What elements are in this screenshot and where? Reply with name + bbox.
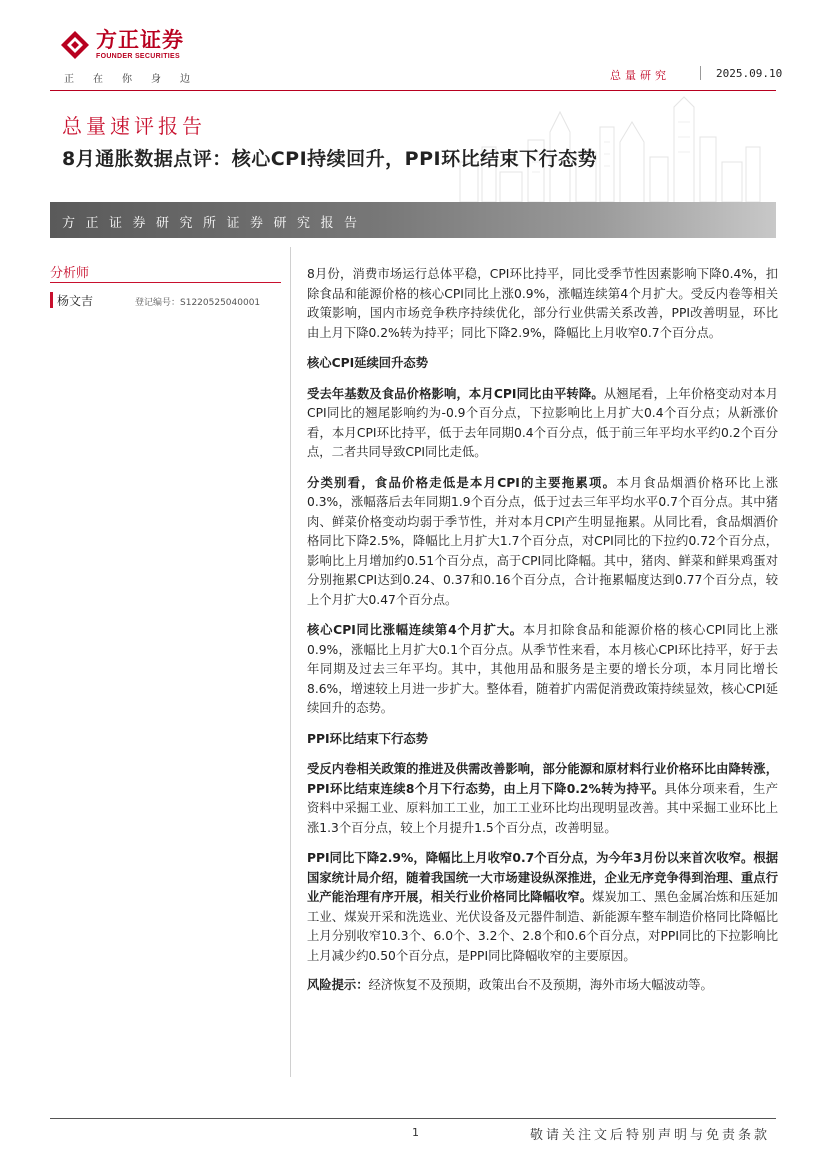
header-separator	[700, 66, 701, 80]
paragraph-food-prices	[307, 474, 778, 611]
paragraph-lead: 核心CPI同比涨幅连续第4个月扩大。	[307, 623, 523, 637]
paragraph-text: 煤炭加工、黑色金属冶炼和压延加工业、煤炭开采和洗选业、光伏设备及元器件制造、新能源车整车制造价格同比降幅比上月分别收窄10.3个、6.0个、3.2个、2.8个和0.6个百分点，对PPI同比的下拉影响比上月减少约0.50个百分点，是PPI同比降幅收窄的主要原因。	[307, 890, 778, 963]
footer-rule	[50, 1118, 776, 1119]
logo-chinese-name: 方正证券	[96, 28, 184, 52]
banner-text: 方正证券研究所证券研究报告	[62, 216, 368, 231]
risk-label: 风险提示：	[307, 978, 369, 992]
institute-banner	[50, 202, 776, 238]
paragraph-text: 本月扣除食品和能源价格的核心CPI同比上涨0.9%，涨幅比上月扩大0.1个百分点。从季节性来看，本月核心CPI环比持平，好于去年同期及过去三年平均。其中，其他用品和服务是主要的增长分项，本月同比增长8.6%，增速较上月进一步扩大。整体看，随着扩内需促消费政策持续显效，核心CPI延续回升的态势。	[307, 623, 778, 715]
logo-english-name: FOUNDER SECURITIES	[96, 53, 180, 60]
paragraph-lead: 受去年基数及食品价格影响，本月CPI同比由平转降。	[307, 386, 604, 401]
report-type-heading: 总量速评报告	[62, 114, 206, 138]
founder-securities-logo	[60, 28, 184, 76]
paragraph-text: 从翘尾看，上年价格变动对本月CPI同比的翘尾影响约为-0.9个百分点，下拉影响比上月扩大0.4个百分点；从新涨价看，本月CPI环比持平，低于去年同期0.4个百分点，低于前三年平均水平约0.2个百分点，二者共同导致CPI同比走低。	[307, 386, 778, 459]
intro-paragraph: 8月份，消费市场运行总体平稳，CPI环比持平，同比受季节性因素影响下降0.4%，扣除食品和能源价格的核心CPI同比上涨0.9%，涨幅连续第4个月扩大。受反内卷等相关政策影响，国内市场竞争秩序持续优化，部分行业供需关系改善，PPI改善明显，环比由上月下降0.2%转为持平；同比下降2.9%，降幅比上月收窄0.7个百分点。	[307, 267, 778, 340]
risk-text: 经济恢复不及预期，政策出台不及预期，海外市场大幅波动等。	[368, 978, 713, 992]
report-title: 8月通胀数据点评：核心CPI持续回升，PPI环比结束下行态势	[62, 148, 598, 170]
analyst-marker	[50, 292, 53, 308]
paragraph-lead: 受反内卷相关政策的推进及供需改善影响，部分能源和原材料行业价格环比由降转涨，PPI环比结束连续8个月下行态势，由上月下降0.2%转为持平。	[307, 762, 778, 796]
founder-logo-icon	[60, 30, 90, 60]
header-rule	[50, 90, 776, 91]
report-date: 2025.09.10	[716, 67, 783, 80]
report-category: 总量研究	[610, 69, 670, 82]
paragraph-ppi-mom	[307, 760, 778, 838]
analyst-heading: 分析师	[50, 266, 90, 281]
paragraph-core-cpi	[307, 621, 778, 719]
paragraph-lead: 分类别看，食品价格走低是本月CPI的主要拖累项。	[307, 475, 617, 490]
slogan: 正在你身边	[64, 74, 209, 85]
disclaimer-notice: 敬请关注文后特别声明与免责条款	[530, 1128, 771, 1143]
paragraph-lead: PPI同比下降2.9%，降幅比上月收窄0.7个百分点，为今年3月份以来首次收窄。根据国家统计局介绍，随着我国统一大市场建设纵深推进，企业无序竞争得到治理、重点行业产能治理有序开展，相关行业价格同比降幅收窄。	[307, 851, 778, 904]
analyst-name: 杨文吉	[57, 294, 94, 308]
section-heading-ppi: PPI环比结束下行态势	[307, 731, 428, 746]
paragraph-ppi-yoy	[307, 849, 778, 966]
column-divider	[290, 247, 291, 1077]
risk-warning	[307, 976, 778, 996]
paragraph-cpi-base	[307, 385, 778, 463]
report-body	[307, 265, 778, 1007]
analyst-rule	[50, 282, 281, 283]
analyst-registration-id: 登记编号：S1220525040001	[135, 298, 261, 308]
paragraph-text: 本月食品烟酒价格环比上涨0.3%，涨幅落后去年同期1.9个百分点，低于过去三年平均水平0.7个百分点。其中猪肉、鲜菜价格变动均弱于季节性，并对本月CPI产生明显拖累。从同比看，食品烟酒价格同比下降2.5%，降幅比上月扩大1.7个百分点，对CPI同比的下拉约0.72个百分点，影响比上月增加约0.51个百分点，高于CPI同比降幅。其中，猪肉、鲜菜和鲜果鸡蛋对分别拖累CPI达到0.24、0.37和0.16个百分点，合计拖累幅度达到0.77个百分点，较上个月扩大0.47个百分点。	[307, 475, 778, 607]
page-number: 1	[412, 1126, 419, 1139]
section-heading-core-cpi: 核心CPI延续回升态势	[307, 356, 428, 370]
paragraph-text: 具体分项来看，生产资料中采掘工业、原料加工工业，加工工业环比均出现明显改善。其中采掘工业环比上涨1.3个百分点，较上个月提升1.5个百分点，改善明显。	[307, 781, 778, 835]
